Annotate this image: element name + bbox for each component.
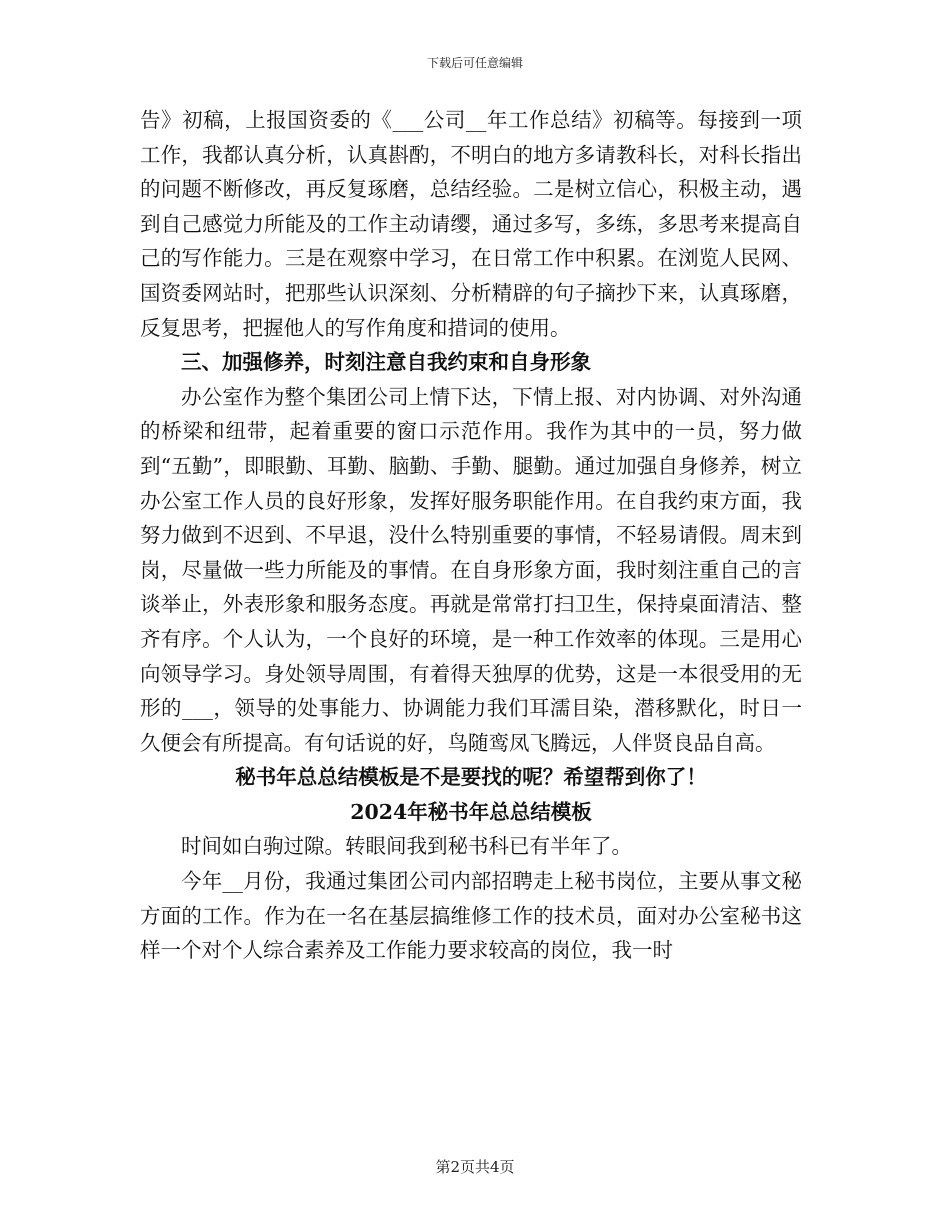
promo-line: 秘书年总总结模板是不是要找的呢？希望帮到你了！ (235, 765, 707, 790)
document-body (140, 103, 802, 968)
paragraph-recruitment: 今年__月份，我通过集团公司内部招聘走上秘书岗位，主要从事文秘方面的工作。作为在一名在基层搞维修工作的技术员，面对办公室秘书这样一个对个人综合素养及工作能力要求较高的岗位，我一时 (140, 869, 802, 963)
header-note: 下载后可任意编辑 (426, 56, 523, 70)
section-heading: 三、加强修养，时刻注意自我约束和自身形象 (181, 350, 591, 375)
paragraph-continued: 告》初稿，上报国资委的《___公司__年工作总结》初稿等。每接到一项工作，我都认真分析，认真斟酌，不明白的地方多请教科长，对科长指出的问题不断修改，再反复琢磨，总结经验。二是树立信心，积极主动，遇到自己感觉力所能及的工作主动请缨，通过多写，多练，多思考来提高自己的写作能力。三是在观察中学习，在日常工作中积累。在浏览人民网、国资委网站时，把那些认识深刻、分析精辟的句子摘抄下来，认真琢磨，反复思考，把握他人的写作角度和措词的使用。 (140, 108, 802, 340)
paragraph-office-role: 办公室作为整个集团公司上情下达，下情上报、对内协调、对外沟通的桥梁和纽带，起着重要的窗口示范作用。我作为其中的一员，努力做到“五勤”，即眼勤、耳勤、脑勤、手勤、腿勤。通过加强自身修养，树立办公室工作人员的良好形象，发挥好服务职能作用。在自我约束方面，我努力做到不迟到、不早退，没什么特别重要的事情，不轻易请假。周末到岗，尽量做一些力所能及的事情。在自身形象方面，我时刻注重自己的言谈举止，外表形象和服务态度。再就是常常打扫卫生，保持桌面清洁、整齐有序。个人认为，一个良好的环境，是一种工作效率的体现。三是用心向领导学习。身处领导周围，有着得天独厚的优势，这是一本很受用的无形的___，领导的处事能力、协调能力我们耳濡目染，潜移默化，时日一久便会有所提高。有句话说的好，鸟随鸾凤飞腾远，人伴贤良品自高。 (140, 384, 802, 755)
paragraph-intro: 时间如白驹过隙。转眼间我到秘书科已有半年了。 (181, 834, 632, 859)
document-title: 2024年秘书年总总结模板 (350, 799, 592, 824)
page-number: 第2页共4页 (435, 1158, 515, 1176)
